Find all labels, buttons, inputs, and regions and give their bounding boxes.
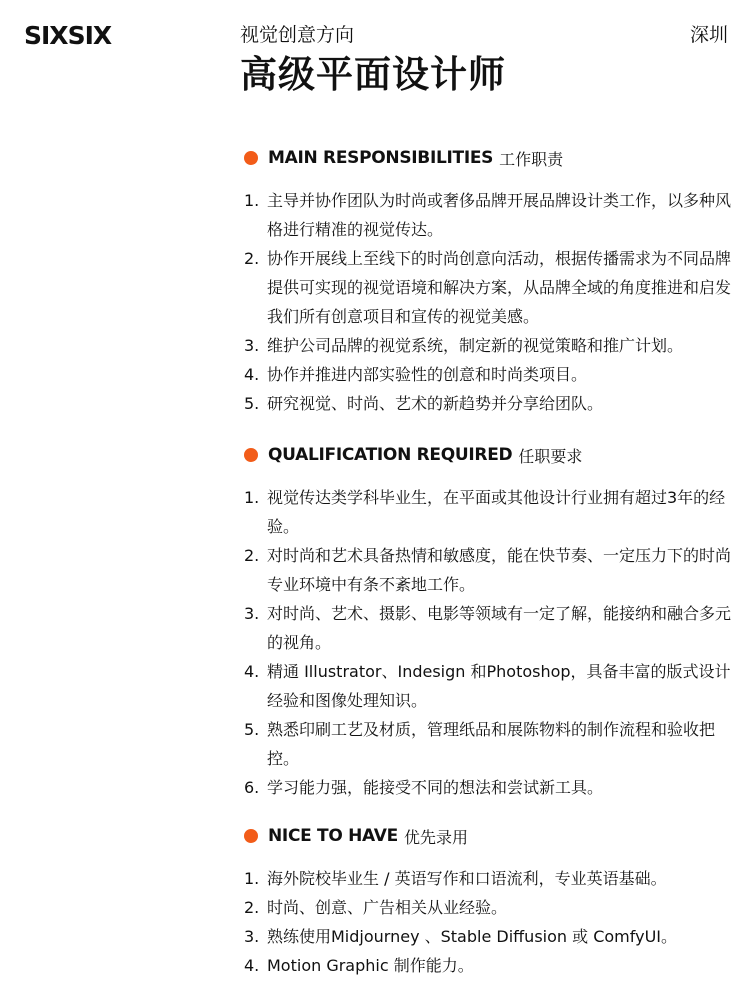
section-title-zh: 工作职责 xyxy=(499,149,564,169)
nice-to-have-list xyxy=(244,864,734,980)
responsibility-list xyxy=(244,186,734,418)
list-item xyxy=(244,186,734,244)
item-text: 维护公司品牌的视觉系统，制定新的视觉策略和推广计划。 xyxy=(267,336,684,355)
list-item xyxy=(244,715,734,773)
section-responsibilities xyxy=(244,143,734,418)
item-text: 熟悉印刷工艺及材质，管理纸品和展陈物料的制作流程和验收把控。 xyxy=(267,720,716,768)
job-title: 高级平面设计师 xyxy=(240,53,506,96)
bullet-dot-icon xyxy=(244,448,258,462)
list-item xyxy=(244,951,734,980)
item-number: 5. xyxy=(244,394,260,413)
item-number: 4. xyxy=(244,662,260,681)
list-item xyxy=(244,360,734,389)
item-text: 精通 Illustrator、Indesign 和Photoshop，具备丰富的版式设计经验和图像处理知识。 xyxy=(267,662,731,710)
section-title-en: QUALIFICATION REQUIRED xyxy=(268,445,513,465)
list-item xyxy=(244,599,734,657)
section-heading xyxy=(244,821,734,851)
item-text: 协作并推进内部实验性的创意和时尚类项目。 xyxy=(267,365,588,384)
item-number: 2. xyxy=(244,546,260,565)
list-item xyxy=(244,922,734,951)
location-label: 深圳 xyxy=(689,24,728,46)
bullet-dot-icon xyxy=(244,151,258,165)
item-number: 5. xyxy=(244,720,260,739)
section-nice-to-have xyxy=(244,821,734,980)
item-text: 对时尚和艺术具备热情和敏感度，能在快节奏、一定压力下的时尚专业环境中有条不紊地工作。 xyxy=(267,546,732,594)
section-title-zh: 优先录用 xyxy=(403,827,468,847)
item-text: 协作开展线上至线下的时尚创意向活动，根据传播需求为不同品牌提供可实现的视觉语境和解决方案，从品牌全域的角度推进和启发我们所有创意项目和宣传的视觉美感。 xyxy=(267,249,732,326)
item-number: 3. xyxy=(244,927,260,946)
item-number: 6. xyxy=(244,778,260,797)
list-item xyxy=(244,541,734,599)
list-item xyxy=(244,893,734,922)
item-text: Motion Graphic 制作能力。 xyxy=(267,956,474,975)
list-item xyxy=(244,657,734,715)
item-number: 3. xyxy=(244,604,260,623)
item-text: 学习能力强，能接受不同的想法和尝试新工具。 xyxy=(267,778,604,797)
item-number: 1. xyxy=(244,191,260,210)
list-item xyxy=(244,244,734,331)
item-number: 1. xyxy=(244,488,260,507)
qualification-list xyxy=(244,483,734,802)
section-qualifications xyxy=(244,440,734,802)
item-text: 主导并协作团队为时尚或奢侈品牌开展品牌设计类工作，以多种风格进行精准的视觉传达。 xyxy=(267,191,732,239)
section-heading xyxy=(244,143,734,173)
item-text: 研究视觉、时尚、艺术的新趋势并分享给团队。 xyxy=(267,394,604,413)
section-title-en: NICE TO HAVE xyxy=(268,826,398,846)
item-number: 4. xyxy=(244,365,260,384)
item-text: 视觉传达类学科毕业生，在平面或其他设计行业拥有超过3年的经验。 xyxy=(267,488,726,536)
brand-logo: SIXSIX xyxy=(24,21,112,50)
item-text: 对时尚、艺术、摄影、电影等领域有一定了解，能接纳和融合多元的视角。 xyxy=(267,604,732,652)
list-item xyxy=(244,389,734,418)
item-text: 时尚、创意、广告相关从业经验。 xyxy=(267,898,508,917)
item-number: 2. xyxy=(244,898,260,917)
department-label: 视觉创意方向 xyxy=(240,24,355,46)
item-number: 3. xyxy=(244,336,260,355)
item-text: 熟练使用Midjourney 、Stable Diffusion 或 ComfyUI。 xyxy=(267,927,677,946)
section-title-zh: 任职要求 xyxy=(518,446,583,466)
list-item xyxy=(244,483,734,541)
list-item xyxy=(244,331,734,360)
item-number: 4. xyxy=(244,956,260,975)
item-number: 2. xyxy=(244,249,260,268)
item-text: 海外院校毕业生 / 英语写作和口语流利，专业英语基础。 xyxy=(267,869,667,888)
bullet-dot-icon xyxy=(244,829,258,843)
list-item xyxy=(244,773,734,802)
item-number: 1. xyxy=(244,869,260,888)
section-heading xyxy=(244,440,734,470)
list-item xyxy=(244,864,734,893)
section-title-en: MAIN RESPONSIBILITIES xyxy=(268,148,494,168)
